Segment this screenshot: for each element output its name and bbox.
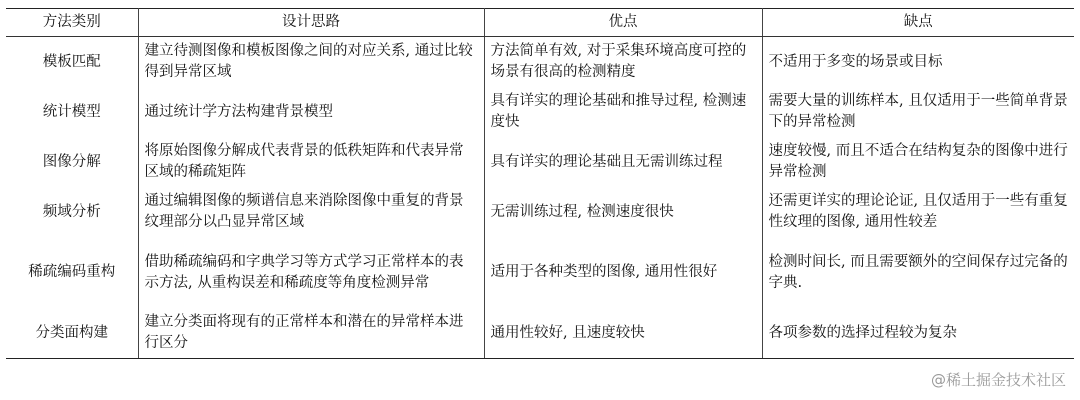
- header-disadvantages: 缺点: [762, 9, 1074, 37]
- table-row: [6, 308, 1074, 359]
- cell-design: 将原始图像分解成代表背景的低秩矩阵和代表异常区域的稀疏矩阵: [138, 137, 484, 187]
- table-header: [6, 9, 1074, 37]
- table-row: [6, 87, 1074, 137]
- header-advantages: 优点: [484, 9, 762, 37]
- cell-pros: 通用性较好, 且速度较快: [484, 308, 762, 359]
- cell-method: 统计模型: [6, 87, 138, 137]
- cell-pros: 具有详实的理论基础且无需训练过程: [484, 137, 762, 187]
- cell-cons: 还需更详实的理论论证, 且仅适用于一些有重复性纹理的图像, 通用性较差: [768, 193, 1068, 230]
- cell-pros: 适用于各种类型的图像, 通用性很好: [484, 237, 762, 308]
- cell-design: 建立分类面将现有的正常样本和潜在的异常样本进行区分: [138, 308, 484, 359]
- cell-cons: 各项参数的选择过程较为复杂: [762, 308, 1074, 359]
- header-design-idea: 设计思路: [138, 9, 484, 37]
- cell-method: 模板匹配: [6, 37, 138, 88]
- table-row: [6, 187, 1074, 237]
- header-row: [6, 9, 1074, 37]
- cell-method: 稀疏编码重构: [6, 237, 138, 308]
- cell-method: 分类面构建: [6, 308, 138, 359]
- cell-cons: 需要大量的训练样本, 且仅适用于一些简单背景下的异常检测: [768, 93, 1068, 130]
- cell-cons: 不适用于多变的场景或目标: [768, 53, 943, 70]
- cell-design: 借助稀疏编码和字典学习等方式学习正常样本的表示方法, 从重构误差和稀疏度等角度检测异常: [138, 237, 484, 308]
- cell-cons: 速度较慢, 而且不适合在结构复杂的图像中进行异常检测: [768, 143, 1068, 180]
- table-row: [6, 237, 1074, 308]
- cell-pros: 无需训练过程, 检测速度很快: [484, 187, 762, 237]
- cell-method: 图像分解: [6, 137, 138, 187]
- cell-design: 通过编辑图像的频谱信息来消除图像中重复的背景纹理部分以凸显异常区域: [138, 187, 484, 237]
- cell-method: 频域分析: [6, 187, 138, 237]
- cell-design: 通过统计学方法构建背景模型: [138, 87, 484, 137]
- table-body: [6, 37, 1074, 359]
- header-method-category: 方法类别: [6, 9, 138, 37]
- cell-pros: 方法简单有效, 对于采集环境高度可控的场景有很高的检测精度: [484, 37, 762, 88]
- watermark: @稀土掘金技术社区: [930, 371, 1066, 389]
- cell-pros: 具有详实的理论基础和推导过程, 检测速度快: [484, 87, 762, 137]
- table-row: [6, 137, 1074, 187]
- comparison-table: [6, 8, 1074, 359]
- table-row: [6, 37, 1074, 88]
- cell-design: 建立待测图像和模板图像之间的对应关系, 通过比较得到异常区域: [138, 37, 484, 88]
- cell-cons: 检测时间长, 而且需要额外的空间保存过完备的字典.: [768, 253, 1068, 291]
